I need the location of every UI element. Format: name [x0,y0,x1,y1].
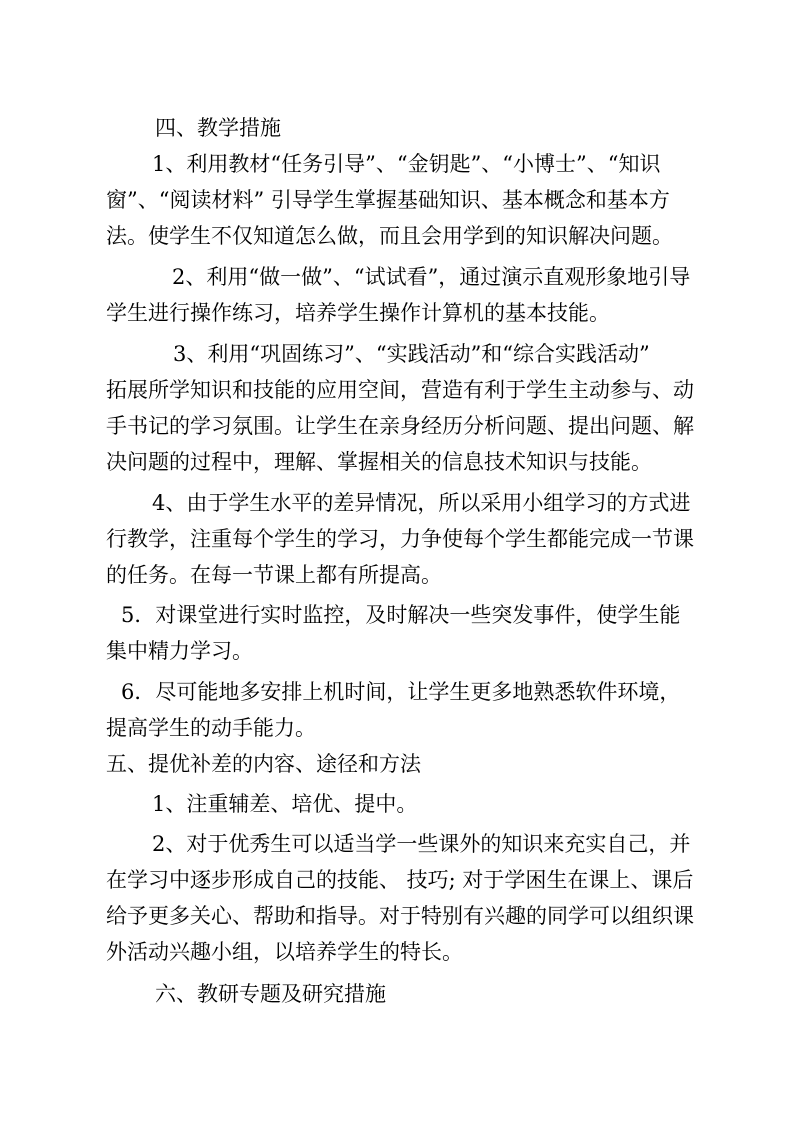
section-heading-6: 六、教研专题及研究措施 [155,982,386,1006]
paragraph-line: 法。使学生不仅知道怎么做，而且会用学到的知识解决问题。 [106,224,673,248]
paragraph-line: 集中精力学习。 [106,639,253,663]
paragraph-line: 手书记的学习氛围。让学生在亲身经历分析问题、提出问题、解 [106,414,694,438]
paragraph-line: 外活动兴趣小组，以培养学生的特长。 [106,940,463,964]
paragraph-line: 拓展所学知识和技能的应用空间，营造有利于学生主动参与、动 [106,378,694,402]
paragraph-line: 学生进行操作练习，培养学生操作计算机的基本技能。 [106,301,610,325]
paragraph-line: 提高学生的动手能力。 [106,716,316,740]
section-heading-5: 五、提优补差的内容、途径和方法 [106,752,421,776]
paragraph-line: 1、注重辅差、培优、提中。 [152,792,418,816]
paragraph-line: 4、由于学生水平的差异情况，所以采用小组学习的方式进 [152,491,691,515]
paragraph-line: 6．尽可能地多安排上机时间，让学生更多地熟悉软件环境， [121,680,681,704]
paragraph-line: 窗”、“阅读材料” 引导学生掌握基础知识、基本概念和基本方 [106,188,670,212]
paragraph-line: 的任务。在每一节课上都有所提高。 [106,563,442,587]
paragraph-line: 5．对课堂进行实时监控，及时解决一些突发事件，使学生能 [121,603,681,627]
paragraph-line: 决问题的过程中，理解、掌握相关的信息技术知识与技能。 [106,450,652,474]
paragraph-line: 1、利用教材“任务引导”、“金钥匙”、“小博士”、“知识 [152,152,661,176]
paragraph-line: 2、对于优秀生可以适当学一些课外的知识来充实自己，并 [152,832,691,856]
paragraph-line: 行教学，注重每个学生的学习，力争使每个学生都能完成一节课 [106,527,694,551]
paragraph-line: 在学习中逐步形成自己的技能、 技巧; 对于学困生在课上、课后 [106,868,694,892]
paragraph-line: 给予更多关心、帮助和指导。对于特别有兴趣的同学可以组织课 [106,904,694,928]
paragraph-line: 3、利用“巩固练习”、“实践活动”和“综合实践活动” [173,342,650,366]
section-heading-4: 四、教学措施 [155,116,281,140]
paragraph-line: 2、利用“做一做”、“试试看”，通过演示直观形象地引导 [172,265,691,289]
